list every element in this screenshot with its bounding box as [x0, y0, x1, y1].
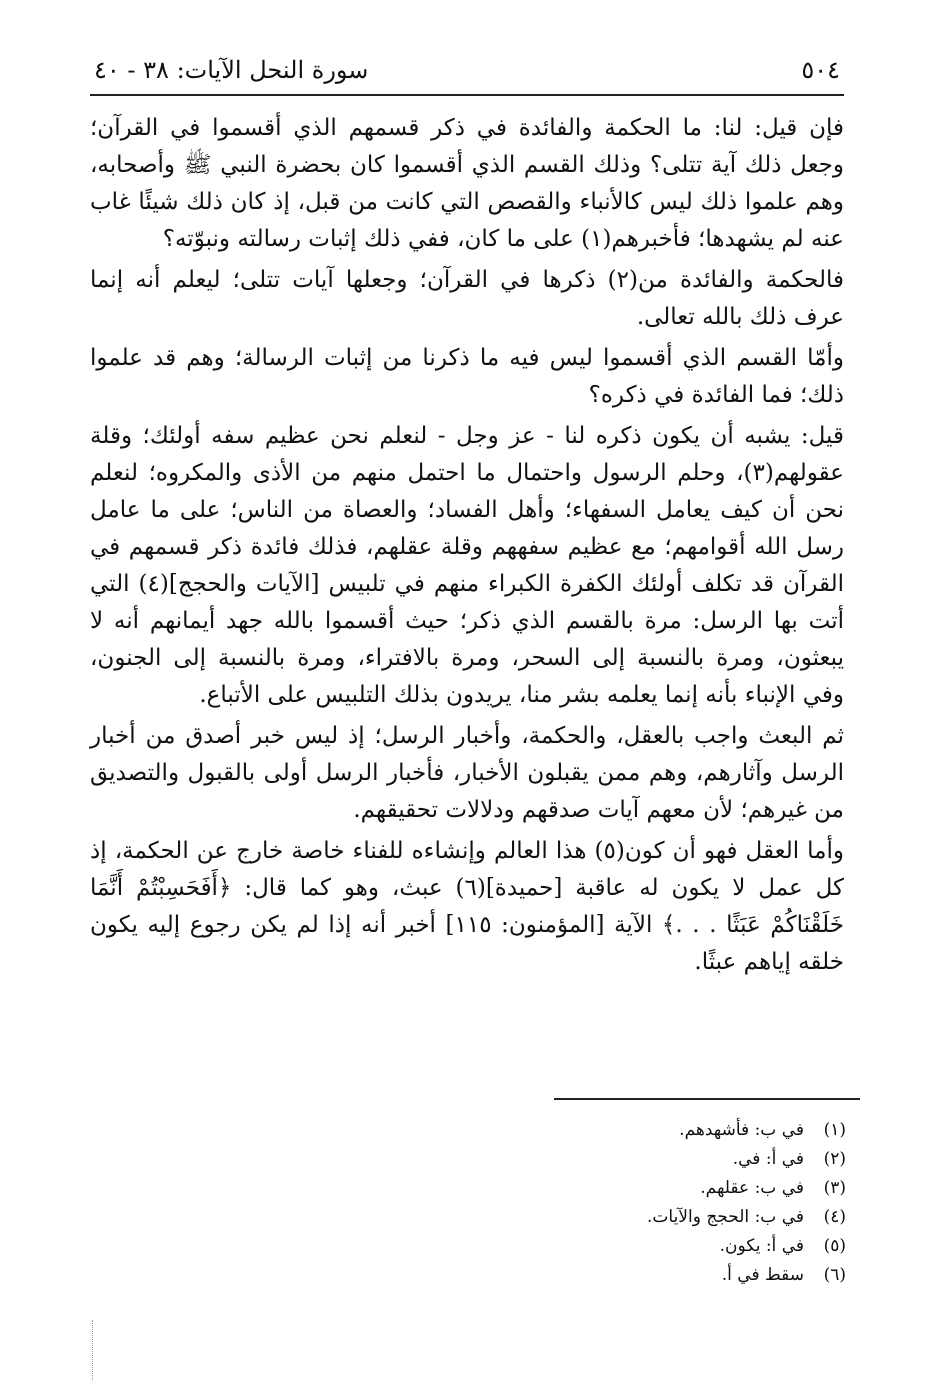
footnote-number: (٥) [823, 1236, 846, 1256]
footnote [146, 1116, 846, 1145]
footnote [146, 1261, 846, 1290]
footnote-text: في ب: عقلهم. [700, 1178, 804, 1198]
footnote [146, 1174, 846, 1203]
footnote [146, 1145, 846, 1174]
main-text [90, 110, 844, 985]
footnote-text: في ب: فأشهدهم. [679, 1120, 804, 1140]
page-header [90, 50, 844, 96]
footnote-number: (١) [823, 1120, 846, 1140]
footnote-number: (٣) [823, 1178, 846, 1198]
running-title: سورة النحل الآيات: ٣٨ - ٤٠ [94, 56, 369, 84]
footnote-separator [554, 1098, 860, 1100]
scan-margin-marks [92, 1320, 99, 1380]
footnote [146, 1232, 846, 1261]
page-number: ٥٠٤ [801, 56, 840, 84]
paragraph: وأما العقل فهو أن كون(٥) هذا العالم وإنشاءه للفناء خاصة خارج عن الحكمة، إذ كل عمل لا يكون له عاقبة [حميدة](٦) عبث، وهو كما قال: ﴿أَفَحَسِبْتُمْ أَنَّمَا خَلَقْنَاكُمْ عَبَثًا . . .﴾ الآية [المؤمنون: ١١٥] أخبر أنه إذا لم يكن رجوع إليه يكون خلقه إياهم عبثًا. [90, 838, 844, 975]
footnote-text: في أ: في. [732, 1149, 804, 1169]
footnote-text: في ب: الحجج والآيات. [646, 1207, 804, 1227]
footnote-number: (٦) [823, 1265, 846, 1285]
footnote-text: في أ: يكون. [719, 1236, 804, 1256]
footnote-number: (٤) [823, 1207, 846, 1227]
paragraph: وأمّا القسم الذي أقسموا ليس فيه ما ذكرنا من إثبات الرسالة؛ وهم قد علموا ذلك؛ فما الفائدة في ذكره؟ [90, 345, 844, 408]
paragraph: ثم البعث واجب بالعقل، والحكمة، وأخبار الرسل؛ إذ ليس خبر أصدق من أخبار الرسل وآثارهم، وهم ممن يقبلون الأخبار، فأخبار الرسل أولى بالقبول والتصديق من غيرهم؛ لأن معهم آيات صدقهم ودلالات تحقيقهم. [90, 723, 844, 823]
paragraph: فإن قيل: لنا: ما الحكمة والفائدة في ذكر قسمهم الذي أقسموا في القرآن؛ وجعل ذلك آية تتلى؟ وذلك القسم الذي أقسموا كان بحضرة النبي ﷺ وأصحابه، وهم علموا ذلك ليس كالأنباء والقصص التي كانت من قبل، إذ كان ذلك شيئًا غاب عنه لم يشهدها؛ فأخبرهم(١) على ما كان، ففي ذلك إثبات رسالته ونبوّته؟ [90, 115, 844, 252]
footnote [146, 1203, 846, 1232]
footnote-number: (٢) [823, 1149, 846, 1169]
paragraph: فالحكمة والفائدة من(٢) ذكرها في القرآن؛ وجعلها آيات تتلى؛ ليعلم أنه إنما عرف ذلك بالله تعالى. [90, 267, 844, 330]
footnotes [146, 1116, 846, 1290]
paragraph: قيل: يشبه أن يكون ذكره لنا - عز وجل - لنعلم نحن عظيم سفه أولئك؛ وقلة عقولهم(٣)، وحلم الرسول واحتمال ما احتمل منهم من الأذى والمكروه؛ لنعلم نحن أن كيف يعامل السفهاء؛ وأهل الفساد؛ والعصاة من الناس؛ على ما عامل رسل الله أقوامهم؛ مع عظيم سفههم وقلة عقلهم، فذلك فائدة ذكر قسمهم في القرآن قد تكلف أولئك الكفرة الكبراء منهم في تلبيس [الآيات والحجج](٤) التي أتت بها الرسل: مرة بالقسم الذي ذكر؛ حيث أقسموا بالله جهد أيمانهم أنه لا يبعثون، ومرة بالنسبة إلى السحر، ومرة بالافتراء، ومرة بالنسبة إلى الجنون، وفي الإنباء بأنه إنما يعلمه بشر منا، يريدون بذلك التلبيس على الأتباع. [90, 423, 844, 708]
footnote-text: سقط في أ. [721, 1265, 804, 1285]
